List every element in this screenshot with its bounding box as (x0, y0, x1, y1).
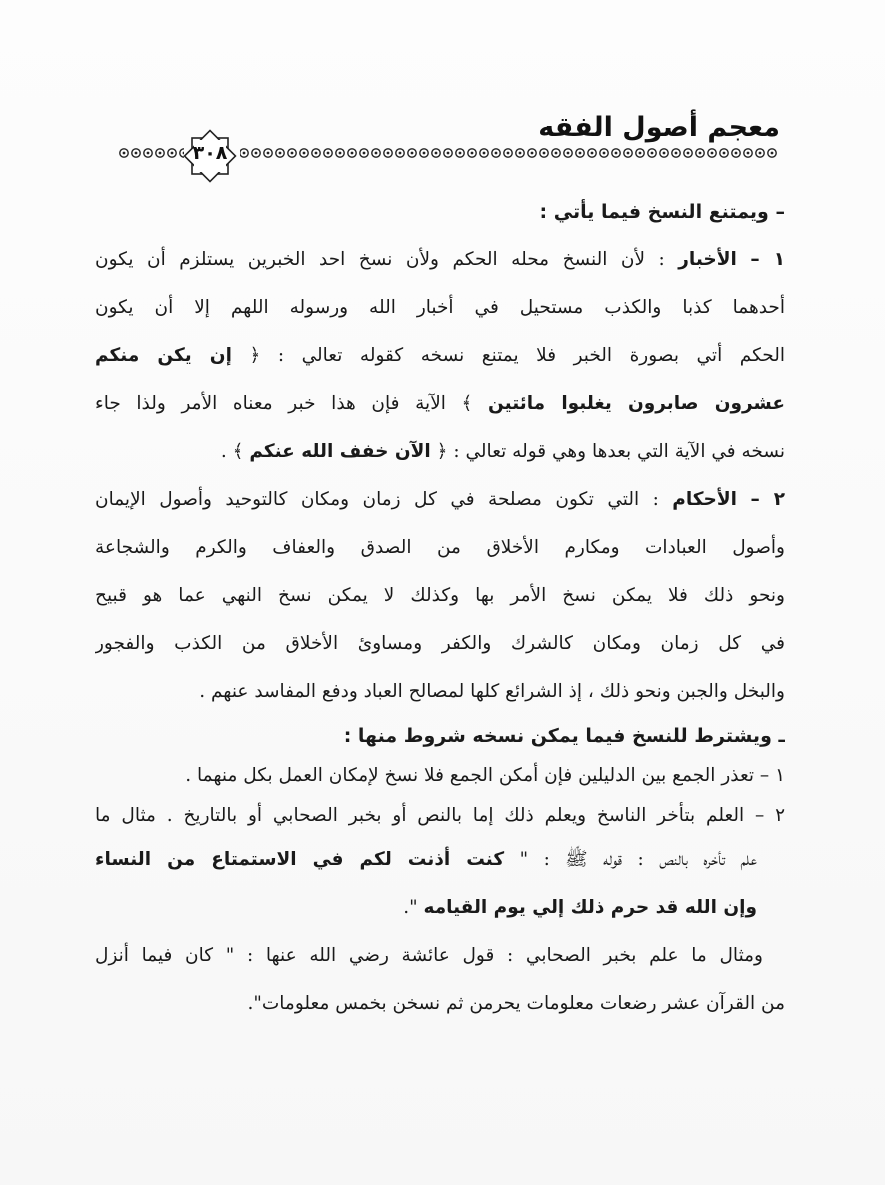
book-title: معجم أصول الفقه (538, 112, 780, 143)
text-run: : لأن النسخ محله الحكم ولأن نسخ احد الخبرين يستلزم أن يكون (95, 249, 665, 270)
text-run: ﴾ الآية فإن هذا خبر معناه الأمر ولذا جاء (95, 393, 473, 414)
quran-quote: عشرون صابرون يغلبوا مائتين (488, 393, 785, 414)
text-run: : التي تكون مصلحة في كل زمان ومكان كالتوحيد وأصول الإيمان (95, 489, 659, 510)
paragraph-line: وأصول العبادات ومكارم الأخلاق من الصدق والعفاف والكرم والشجاعة (95, 537, 785, 558)
condition-1: ١ – تعذر الجمع بين الدليلين فإن أمكن الجمع فلا نسخ لإمكان العمل بكل منهما . (185, 765, 785, 786)
item-number: ٢ – (750, 489, 785, 510)
paragraph-line (95, 332, 785, 380)
item-label-reports: الأخبار (678, 249, 737, 270)
paragraph-line: والبخل والجبن ونحو ذلك ، إذ الشرائع كلها لمصالح العباد ودفع المفاسد عنهم . (199, 681, 785, 702)
paragraph-line: ومثال ما علم بخبر الصحابي : قول عائشة رضي الله عنها : " كان فيما أنزل (95, 945, 763, 966)
paragraph-line (95, 380, 785, 428)
item-number: ١ – (750, 249, 785, 270)
hadith-quote: وإن الله قد حرم ذلك إلي يوم القيامه (423, 897, 757, 918)
paragraph-line (95, 428, 785, 476)
paragraph-line: من القرآن عشر رضعات معلومات يحرمن ثم نسخن بخمس معلومات". (247, 993, 785, 1014)
section-heading-abrogation-conditions: ـ ويشترط للنسخ فيما يمكن نسخه شروط منها : (343, 725, 785, 747)
paragraph-line (95, 476, 785, 524)
paragraph-line (95, 836, 785, 884)
item-label-rulings: الأحكام (672, 489, 737, 510)
text-run: ﴾ . (220, 441, 244, 462)
paragraph-line (95, 884, 785, 932)
paragraph-line: ونحو ذلك فلا يمكن نسخ الأمر بها وكذلك لا يمكن نسخ النهي عما هو قبيح (95, 585, 785, 606)
paragraph-line (95, 236, 785, 284)
body-text (95, 188, 785, 1028)
section-heading-abrogation-prohibited: – ويمتنع النسخ فيما يأتي : (539, 201, 785, 223)
text-run: الحكم أتي بصورة الخبر فلا يمتنع نسخه كقوله تعالي : ﴿ (249, 345, 785, 366)
text-run: علم تأخره بالنص : قوله ﷺ : " (519, 849, 757, 870)
condition-2: ٢ – العلم بتأخر الناسخ ويعلم ذلك إما بالنص أو بخبر الصحابي أو بالتاريخ . مثال ما (95, 805, 785, 826)
paragraph-line: أحدهما كذبا والكذب مستحيل في أخبار الله ورسوله اللهم إلا أن يكون (95, 297, 785, 318)
hadith-quote: كنت أذنت لكم في الاستمتاع من النساء (95, 849, 505, 870)
text-run: نسخه في الآية التي بعدها وهي قوله تعالي : ﴿ (436, 441, 785, 462)
paragraph-line: في كل زمان ومكان كالشرك والكفر ومساوئ الأخلاق من الكذب والفجور (95, 633, 785, 654)
text-run: ". (403, 897, 418, 918)
quran-quote: إن يكن منكم (95, 345, 232, 366)
quran-quote: الآن خفف الله عنكم (249, 441, 431, 462)
page-number: ٣٠٨ (192, 142, 228, 164)
